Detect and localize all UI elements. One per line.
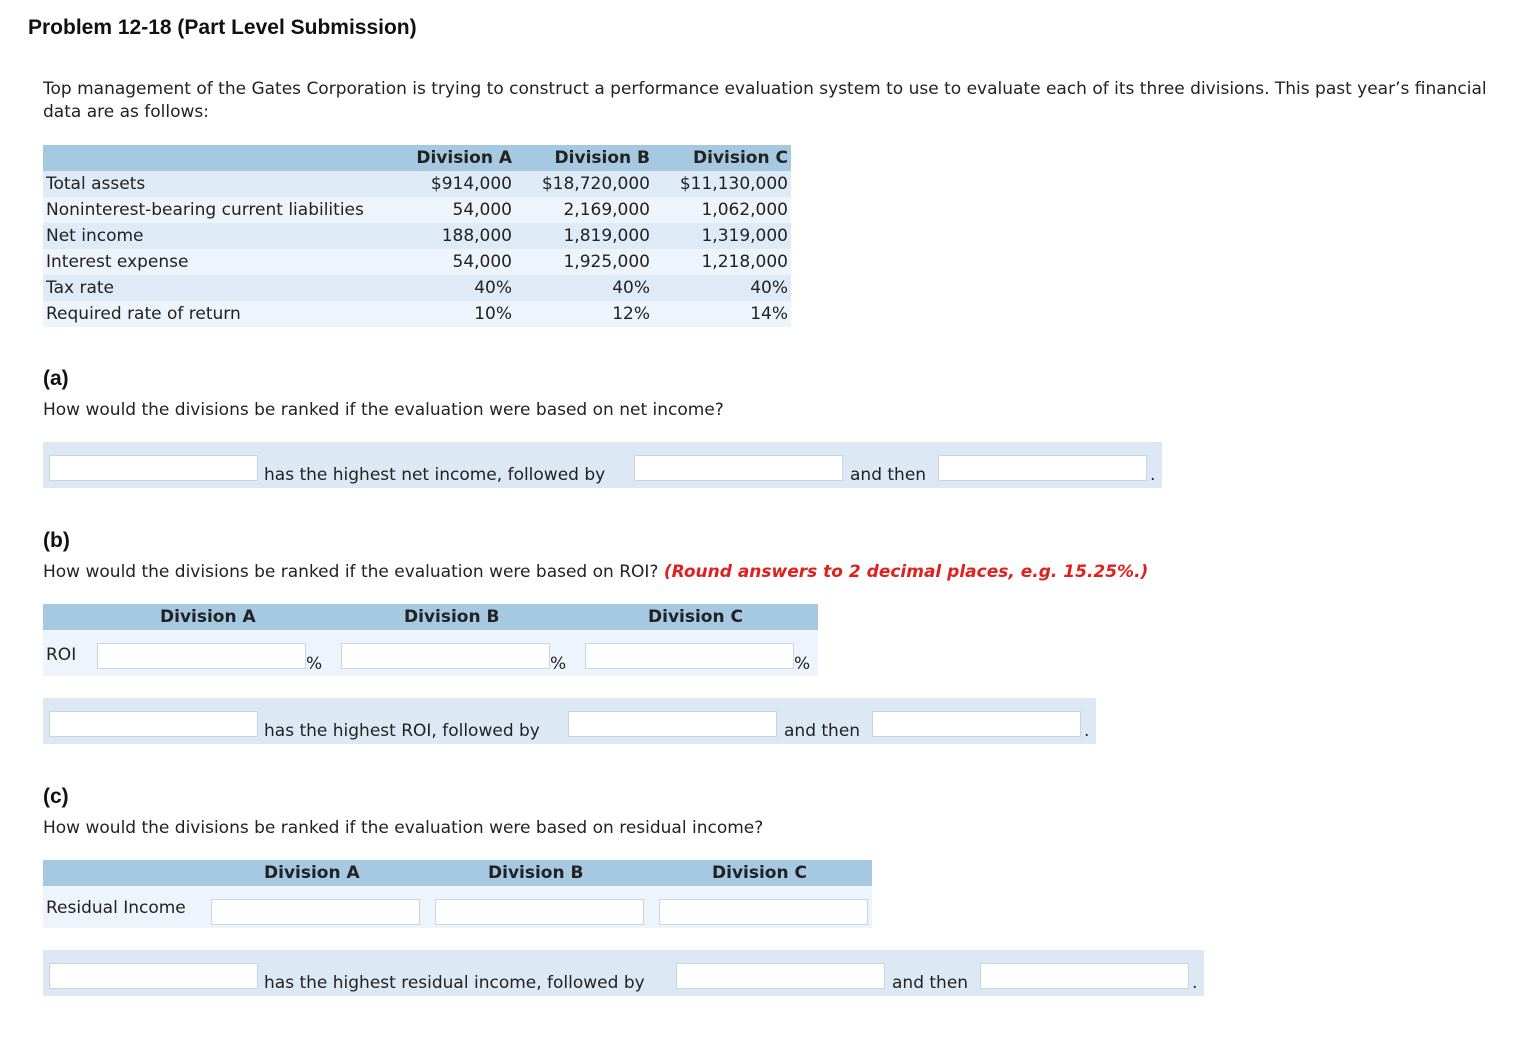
part-c-text-highest: has the highest residual income, followed by: [264, 973, 645, 993]
intro-text: Top management of the Gates Corporation is trying to construct a performance evaluation system to use to evaluate each of its three divisions. This past year’s financial data are as follows:: [43, 79, 1487, 122]
table-header-division-a: Division A: [401, 145, 515, 171]
part-b-text-and-then: and then: [784, 721, 861, 741]
row-label: Noninterest-bearing current liabilities: [43, 197, 401, 223]
cell-division-b: 2,169,000: [515, 197, 653, 223]
part-c-period: .: [1192, 973, 1198, 993]
cell-division-b: 12%: [515, 301, 653, 327]
part-c-rank-2-input[interactable]: [676, 963, 885, 989]
part-c-question: How would the divisions be ranked if the evaluation were based on residual income?: [43, 818, 764, 838]
roi-header-division-b: Division B: [404, 607, 500, 627]
cell-division-c: $11,130,000: [653, 171, 791, 197]
cell-division-a: 54,000: [401, 197, 515, 223]
ri-header-division-c: Division C: [712, 863, 807, 883]
roi-division-c-input[interactable]: [585, 643, 794, 669]
part-b-question-text: How would the divisions be ranked if the evaluation were based on ROI?: [43, 562, 659, 582]
part-a-rank-2-input[interactable]: [634, 455, 843, 481]
roi-table-header: [43, 604, 818, 630]
table-row: [43, 171, 791, 197]
part-b-rank-3-input[interactable]: [872, 711, 1081, 737]
part-a-question: How would the divisions be ranked if the evaluation were based on net income?: [43, 400, 724, 420]
part-a-heading: (a): [43, 367, 69, 390]
cell-division-a: 40%: [401, 275, 515, 301]
roi-row-label: ROI: [46, 645, 77, 665]
part-b-text-highest: has the highest ROI, followed by: [264, 721, 540, 741]
part-b-question: [43, 562, 1148, 582]
part-a-rank-1-input[interactable]: [49, 455, 258, 481]
part-b-rank-1-input[interactable]: [49, 711, 258, 737]
roi-division-c-unit: %: [794, 654, 811, 674]
cell-division-b: 1,925,000: [515, 249, 653, 275]
cell-division-b: 1,819,000: [515, 223, 653, 249]
cell-division-c: 1,319,000: [653, 223, 791, 249]
ri-header-division-b: Division B: [488, 863, 584, 883]
roi-division-b-unit: %: [550, 654, 567, 674]
financial-data-table: [43, 145, 791, 327]
table-row: [43, 197, 791, 223]
row-label: Interest expense: [43, 249, 401, 275]
ri-header-division-a: Division A: [264, 863, 360, 883]
cell-division-c: 1,218,000: [653, 249, 791, 275]
part-a-rank-3-input[interactable]: [938, 455, 1147, 481]
roi-division-a-unit: %: [306, 654, 323, 674]
roi-header-division-a: Division A: [160, 607, 256, 627]
part-c-heading: (c): [43, 785, 69, 808]
cell-division-c: 40%: [653, 275, 791, 301]
row-label: Total assets: [43, 171, 401, 197]
roi-header-division-c: Division C: [648, 607, 743, 627]
cell-division-b: $18,720,000: [515, 171, 653, 197]
cell-division-a: 10%: [401, 301, 515, 327]
part-b-heading: (b): [43, 529, 70, 552]
table-header-division-b: Division B: [515, 145, 653, 171]
page-title: Problem 12-18 (Part Level Submission): [28, 16, 417, 39]
cell-division-a: 188,000: [401, 223, 515, 249]
row-label: Required rate of return: [43, 301, 401, 327]
cell-division-a: 54,000: [401, 249, 515, 275]
part-c-text-and-then: and then: [892, 973, 969, 993]
roi-division-a-input[interactable]: [97, 643, 306, 669]
cell-division-c: 14%: [653, 301, 791, 327]
part-b-period: .: [1084, 721, 1090, 741]
table-header-division-c: Division C: [653, 145, 791, 171]
part-b-rank-2-input[interactable]: [568, 711, 777, 737]
ri-division-a-input[interactable]: [211, 899, 420, 925]
roi-division-b-input[interactable]: [341, 643, 550, 669]
table-header-blank: [43, 145, 401, 171]
part-b-rounding-hint: (Round answers to 2 decimal places, e.g. 15.25%.): [663, 562, 1149, 582]
residual-income-table-header: [43, 860, 872, 886]
part-a-text-and-then: and then: [850, 465, 927, 485]
ri-division-c-input[interactable]: [659, 899, 868, 925]
part-a-text-highest: has the highest net income, followed by: [264, 465, 606, 485]
part-a-period: .: [1150, 465, 1156, 485]
row-label: Tax rate: [43, 275, 401, 301]
table-row: [43, 223, 791, 249]
part-c-rank-1-input[interactable]: [49, 963, 258, 989]
ri-division-b-input[interactable]: [435, 899, 644, 925]
part-c-rank-3-input[interactable]: [980, 963, 1189, 989]
table-row: [43, 249, 791, 275]
table-row: [43, 275, 791, 301]
cell-division-c: 1,062,000: [653, 197, 791, 223]
row-label: Net income: [43, 223, 401, 249]
cell-division-a: $914,000: [401, 171, 515, 197]
table-row: [43, 301, 791, 327]
cell-division-b: 40%: [515, 275, 653, 301]
residual-income-row-label: Residual Income: [46, 898, 186, 918]
